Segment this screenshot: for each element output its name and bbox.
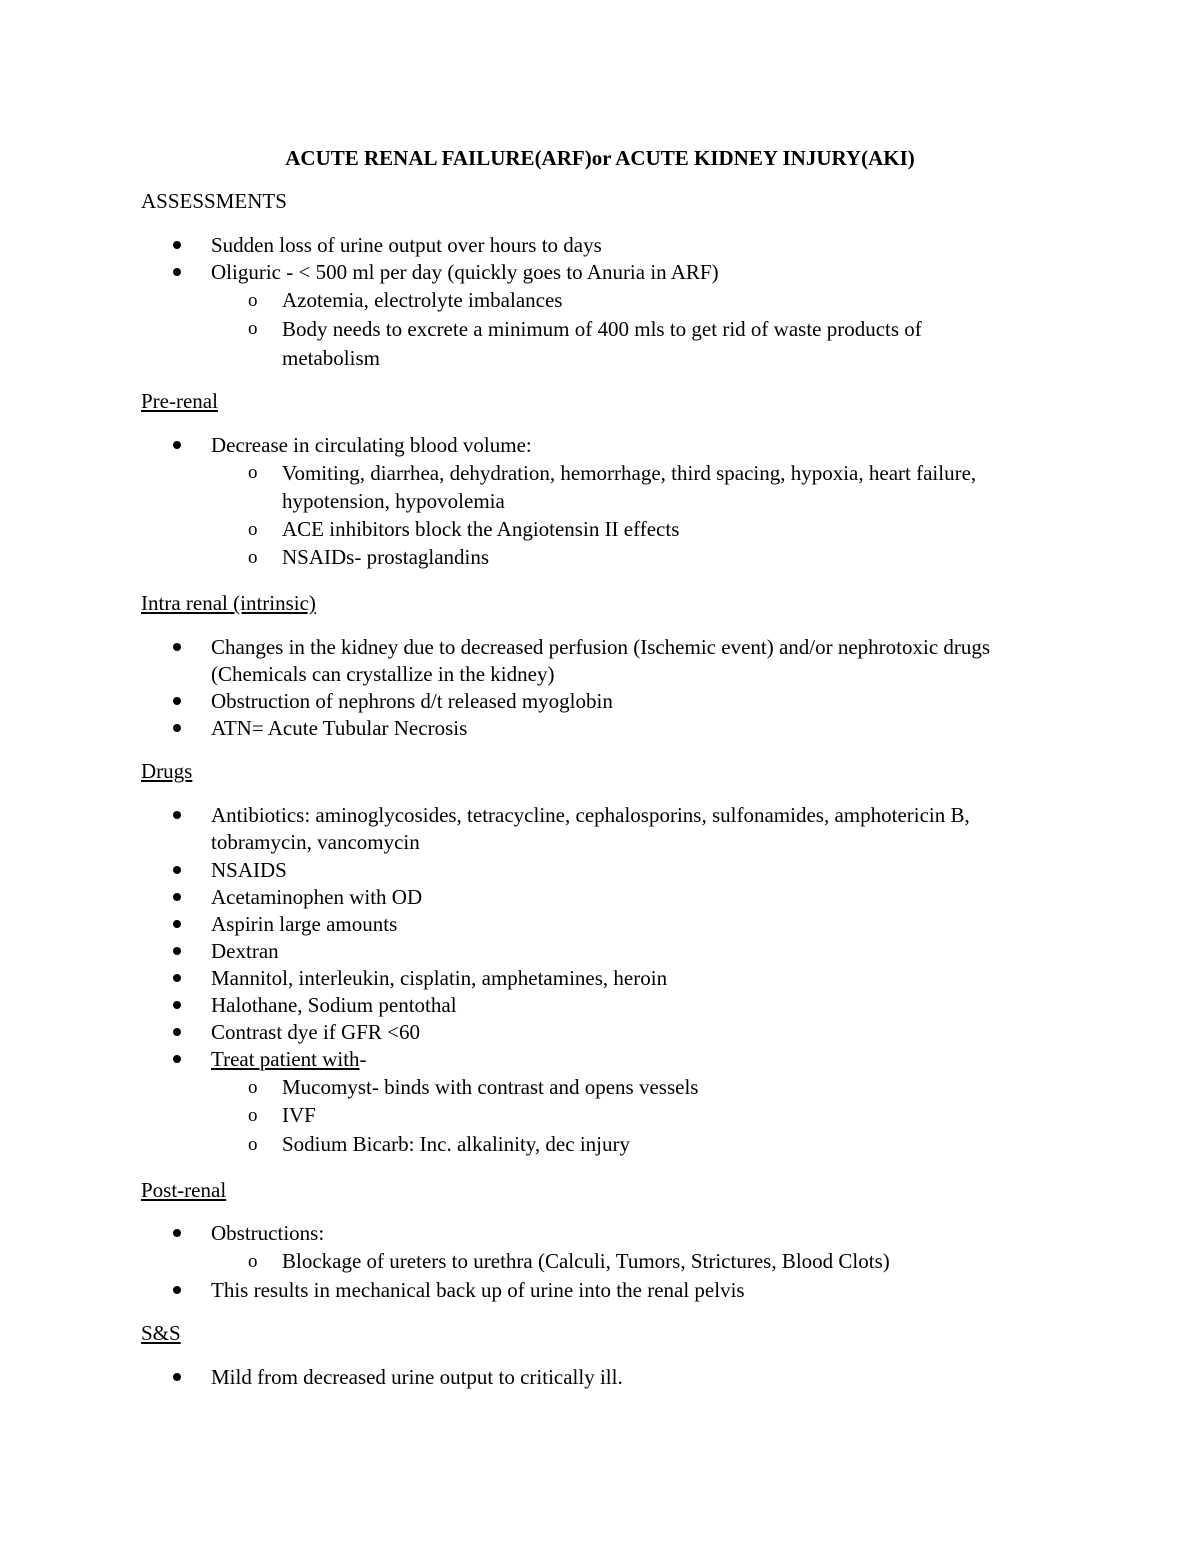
list-item-text: Decrease in circulating blood volume: — [211, 433, 532, 457]
circle-bullet-icon: o — [248, 462, 258, 483]
bullet-icon — [173, 441, 181, 449]
bullet-icon — [173, 1229, 181, 1237]
bullet-icon — [173, 697, 181, 705]
bullet-icon — [173, 1028, 181, 1036]
circle-bullet-icon: o — [248, 547, 258, 568]
list-item-text: Oliguric - < 500 ml per day (quickly goes to Anuria in ARF) — [211, 260, 719, 284]
bullet-icon — [173, 947, 181, 955]
heading-signs-symptoms: S&S — [141, 1321, 181, 1345]
list-item-text: Mannitol, interleukin, cisplatin, amphetamines, heroin — [211, 966, 668, 990]
sub-list-item-text: ACE inhibitors block the Angiotensin II effects — [282, 517, 680, 541]
sub-list-item-text: IVF — [282, 1103, 316, 1127]
bullet-icon — [173, 1286, 181, 1294]
list-item-text — [211, 1046, 1041, 1073]
list-item-text: Acetaminophen with OD — [211, 885, 423, 909]
bullet-icon — [173, 1055, 181, 1063]
list-item-text: Obstructions: — [211, 1221, 325, 1245]
bullet-icon — [173, 866, 181, 874]
circle-bullet-icon: o — [248, 519, 258, 540]
bullet-icon — [173, 974, 181, 982]
list-item-text: Halothane, Sodium pentothal — [211, 993, 457, 1017]
circle-bullet-icon: o — [248, 318, 258, 339]
treat-patient-suffix: - — [359, 1047, 367, 1071]
heading-post-renal: Post-renal — [141, 1178, 227, 1202]
heading-intra-renal: Intra renal (intrinsic) — [141, 591, 316, 615]
bullet-icon — [173, 811, 181, 819]
circle-bullet-icon: o — [248, 1251, 258, 1272]
sub-list-item-text: Azotemia, electrolyte imbalances — [282, 288, 563, 312]
sub-list-item-text: Blockage of ureters to urethra (Calculi, Tumors, Strictures, Blood Clots) — [282, 1249, 890, 1273]
circle-bullet-icon: o — [248, 290, 258, 311]
bullet-icon — [173, 724, 181, 732]
sub-list-item-text: Mucomyst- binds with contrast and opens vessels — [282, 1075, 699, 1099]
heading-drugs: Drugs — [141, 759, 193, 783]
sub-list-item-text: NSAIDs- prostaglandins — [282, 545, 490, 569]
sub-list-item-text: Sodium Bicarb: Inc. alkalinity, dec injury — [282, 1132, 630, 1156]
list-item-text: Changes in the kidney due to decreased perfusion (Ischemic event) and/or nephrotoxic drugs (Chemicals can crystallize in the kidney) — [211, 635, 991, 686]
list-item-text: Contrast dye if GFR <60 — [211, 1020, 421, 1044]
list-item-text: Mild from decreased urine output to critically ill. — [211, 1365, 623, 1389]
bullet-icon — [173, 268, 181, 276]
list-item-text: Dextran — [211, 939, 279, 963]
document-title: ACUTE RENAL FAILURE(ARF)or ACUTE KIDNEY INJURY(AKI) — [285, 146, 915, 170]
bullet-icon — [173, 1001, 181, 1009]
heading-assessments: ASSESSMENTS — [141, 189, 287, 213]
list-item-text: Obstruction of nephrons d/t released myoglobin — [211, 689, 613, 713]
circle-bullet-icon: o — [248, 1134, 258, 1155]
bullet-icon — [173, 1373, 181, 1381]
bullet-icon — [173, 920, 181, 928]
treat-patient-label: Treat patient with — [211, 1047, 360, 1071]
list-item-text: Aspirin large amounts — [211, 912, 398, 936]
heading-pre-renal: Pre-renal — [141, 389, 218, 413]
list-item-text: ATN= Acute Tubular Necrosis — [211, 716, 468, 740]
circle-bullet-icon: o — [248, 1077, 258, 1098]
sub-list-item-text: Body needs to excrete a minimum of 400 mls to get rid of waste products of metabolism — [282, 317, 922, 370]
bullet-icon — [173, 241, 181, 249]
bullet-icon — [173, 643, 181, 651]
circle-bullet-icon: o — [248, 1105, 258, 1126]
sub-list-item-text: Vomiting, diarrhea, dehydration, hemorrhage, third spacing, hypoxia, heart failure, hypotension, hypovolemia — [282, 461, 977, 513]
list-item-text: Antibiotics: aminoglycosides, tetracycline, cephalosporins, sulfonamides, amphotericin B, tobramycin, vancomycin — [211, 803, 970, 854]
list-item-text: This results in mechanical back up of urine into the renal pelvis — [211, 1278, 745, 1302]
list-item-text: NSAIDS — [211, 858, 287, 882]
bullet-icon — [173, 893, 181, 901]
list-item-text: Sudden loss of urine output over hours to days — [211, 233, 602, 257]
